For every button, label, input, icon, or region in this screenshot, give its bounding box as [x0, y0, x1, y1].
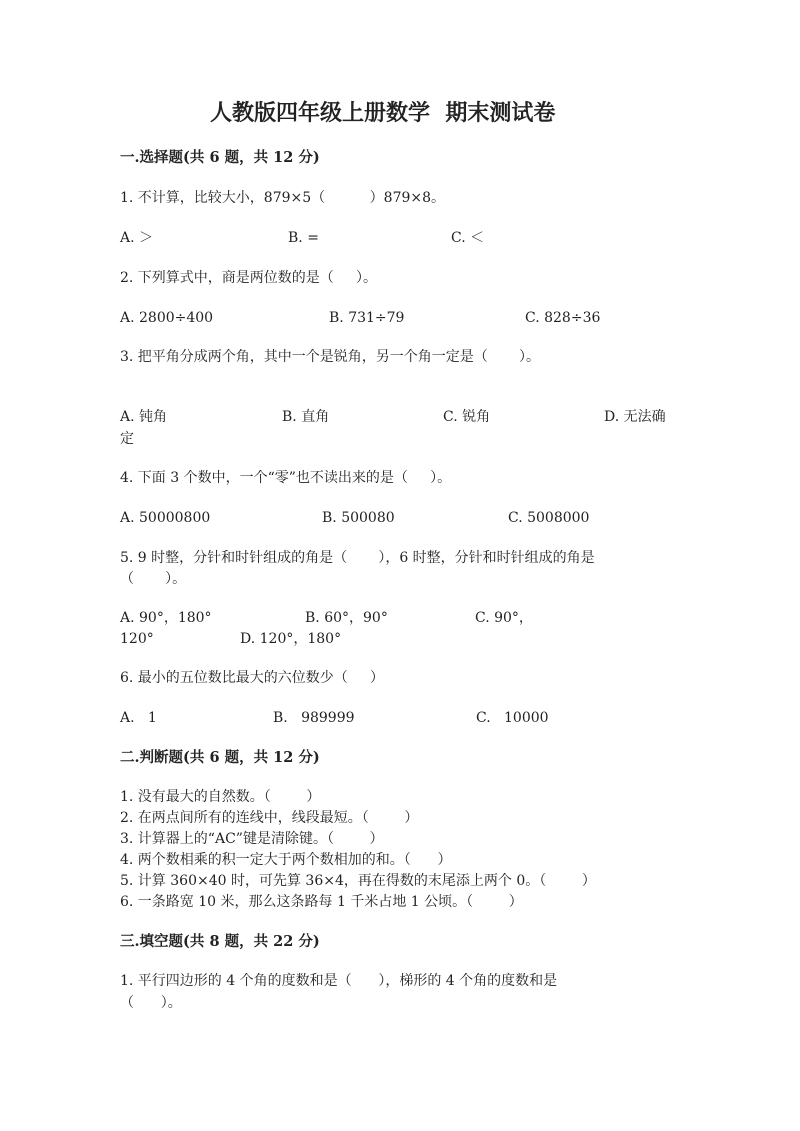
- option-b: B. 989999: [273, 710, 355, 726]
- option-c: C. ＜: [451, 230, 485, 246]
- option-d-continued: 定: [120, 431, 134, 447]
- option-a: A. 1: [120, 710, 157, 726]
- option-a: A. ＞: [120, 230, 154, 246]
- option-a: A. 90°，180°: [120, 610, 212, 626]
- option-d: D. 120°，180°: [240, 631, 342, 647]
- question-stem: 5. 9 时整，分针和时针组成的角是（ ），6 时整，分针和时针组成的角是: [120, 550, 595, 566]
- question-stem: 3. 把平角分成两个角，其中一个是锐角，另一个角一定是（ ）。: [120, 349, 540, 365]
- option-b: B. =: [288, 230, 319, 246]
- option-c: C. 5008000: [508, 510, 590, 526]
- section-header-choice: 一.选择题(共 6 题，共 12 分): [120, 149, 320, 166]
- question-stem: 2. 下列算式中，商是两位数的是（ ）。: [120, 270, 378, 286]
- section-header-judgement: 二.判断题(共 6 题，共 12 分): [120, 749, 320, 766]
- question-stem: 6. 最小的五位数比最大的六位数少（ ）: [120, 670, 385, 686]
- option-b: B. 直角: [282, 409, 330, 425]
- option-c: C. 90°，: [475, 610, 533, 626]
- list-item: 3. 计算器上的“AC”键是清除键。（ ）: [120, 831, 384, 847]
- option-c-continued: 120°: [120, 631, 154, 647]
- option-b: B. 500080: [322, 510, 395, 526]
- option-b: B. 60°，90°: [305, 610, 388, 626]
- section-header-fill-in: 三.填空题(共 8 题，共 22 分): [120, 933, 320, 950]
- list-item: 6. 一条路宽 10 米，那么这条路每 1 千米占地 1 公顷。（ ）: [120, 894, 523, 910]
- question-stem-continued: （ ）。: [120, 571, 187, 587]
- option-c: C. 锐角: [443, 409, 491, 425]
- list-item: 4. 两个数相乘的积一定大于两个数相加的和。（ ）: [120, 852, 452, 868]
- option-d: D. 无法确: [604, 409, 666, 425]
- option-a: A. 50000800: [120, 510, 211, 526]
- question-stem: 4. 下面 3 个数中，一个“零”也不读出来的是（ ）。: [120, 470, 452, 486]
- page-title: 人教版四年级上册数学 期末测试卷: [210, 100, 556, 126]
- question-stem: 1. 不计算，比较大小，879×5（ ）879×8。: [120, 190, 446, 206]
- list-item: 2. 在两点间所有的连线中，线段最短。（ ）: [120, 810, 419, 826]
- option-a: A. 2800÷400: [120, 310, 214, 326]
- question-stem-continued: （ ）。: [120, 995, 182, 1011]
- question-stem: 1. 平行四边形的 4 个角的度数和是（ ），梯形的 4 个角的度数和是: [120, 973, 558, 989]
- list-item: 5. 计算 360×40 时，可先算 36×4，再在得数的末尾添上两个 0。（ ）: [120, 873, 596, 889]
- list-item: 1. 没有最大的自然数。（ ）: [120, 789, 321, 805]
- option-c: C. 828÷36: [525, 310, 601, 326]
- option-a: A. 钝角: [120, 409, 168, 425]
- option-b: B. 731÷79: [329, 310, 405, 326]
- option-c: C. 10000: [476, 710, 549, 726]
